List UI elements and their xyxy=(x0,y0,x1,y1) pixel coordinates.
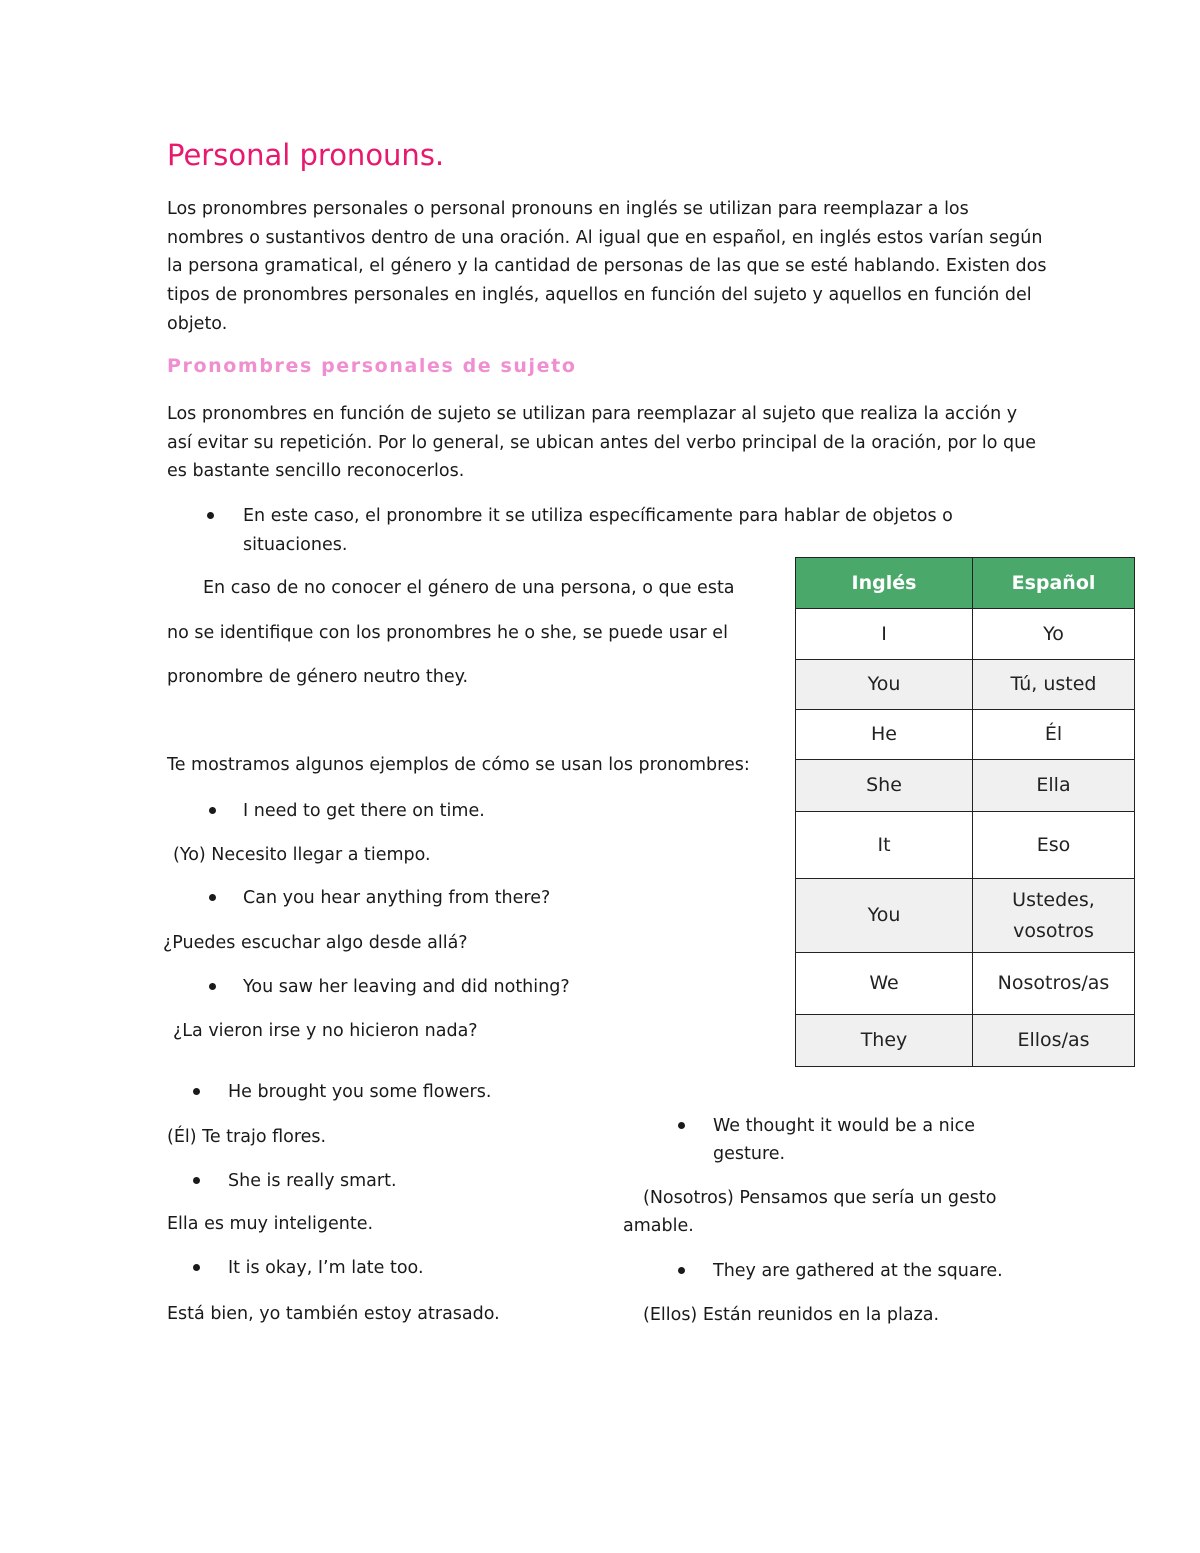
table-header-english: Inglés xyxy=(796,558,973,609)
example-spanish: ¿Puedes escuchar algo desde allá? xyxy=(163,933,468,953)
bullet-icon xyxy=(209,807,216,814)
intro-line: nombres o sustantivos dentro de una oración. Al igual que en español, en inglés estos varían según xyxy=(167,227,1043,248)
table-cell-english: I xyxy=(796,609,973,660)
table-row xyxy=(796,760,1135,812)
table-cell-english: You xyxy=(796,879,973,953)
example-english: You saw her leaving and did nothing? xyxy=(243,977,570,997)
table-cell-spanish: Ella xyxy=(973,760,1135,812)
intro-line: Los pronombres personales o personal pronouns en inglés se utilizan para reemplazar a los xyxy=(167,199,969,219)
example-english: We thought it would be a nice xyxy=(713,1116,975,1136)
examples-intro: Te mostramos algunos ejemplos de cómo se usan los pronombres: xyxy=(167,755,750,775)
table-cell-spanish: Él xyxy=(973,710,1135,760)
intro-line: la persona gramatical, el género y la cantidad de personas de las que se esté hablando. Existen dos xyxy=(167,256,1047,277)
page-title: Personal pronouns. xyxy=(167,138,445,172)
table-row xyxy=(796,710,1135,760)
table-cell-spanish: Tú, usted xyxy=(973,660,1135,710)
example-spanish: Está bien, yo también estoy atrasado. xyxy=(167,1304,500,1324)
neutral-note-line: En caso de no conocer el género de una persona, o que esta xyxy=(203,578,735,598)
bullet-icon xyxy=(207,512,214,519)
example-spanish: (Nosotros) Pensamos que sería un gesto xyxy=(643,1188,997,1208)
example-english: It is okay, I’m late too. xyxy=(228,1258,424,1278)
subject-line: así evitar su repetición. Por lo general, se ubican antes del verbo principal de la oración, por lo que xyxy=(167,432,1037,453)
table-cell-spanish: Ellos/as xyxy=(973,1015,1135,1067)
example-spanish: Ella es muy inteligente. xyxy=(167,1214,374,1234)
subject-line: es bastante sencillo reconocerlos. xyxy=(167,461,465,482)
it-note xyxy=(243,502,953,559)
example-english: She is really smart. xyxy=(228,1171,397,1191)
table-cell-english: He xyxy=(796,710,973,760)
table-cell-spanish: Eso xyxy=(973,812,1135,879)
example-spanish: (Ellos) Están reunidos en la plaza. xyxy=(643,1305,940,1325)
table-cell-english: You xyxy=(796,660,973,710)
example-spanish: (Yo) Necesito llegar a tiempo. xyxy=(173,845,431,865)
example-english: They are gathered at the square. xyxy=(713,1261,1003,1281)
bullet-icon xyxy=(209,894,216,901)
example-english: I need to get there on time. xyxy=(243,801,485,821)
table-cell-english: She xyxy=(796,760,973,812)
table-header-spanish: Español xyxy=(973,558,1135,609)
table-cell-english: It xyxy=(796,812,973,879)
bullet-icon xyxy=(193,1177,200,1184)
intro-paragraph xyxy=(167,195,1047,339)
bullet-icon xyxy=(193,1264,200,1271)
table-row xyxy=(796,660,1135,710)
table-row xyxy=(796,812,1135,879)
pronoun-table xyxy=(795,557,1135,1067)
example-spanish: (Él) Te trajo flores. xyxy=(167,1127,327,1147)
neutral-note-line: pronombre de género neutro they. xyxy=(167,667,469,687)
example-english: Can you hear anything from there? xyxy=(243,888,551,908)
bullet-icon xyxy=(193,1088,200,1095)
example-english: gesture. xyxy=(713,1144,786,1164)
subject-paragraph xyxy=(167,400,1047,486)
bullet-icon xyxy=(678,1267,685,1274)
subject-line: Los pronombres en función de sujeto se utilizan para reemplazar al sujeto que realiza la acción y xyxy=(167,404,1018,424)
table-header-row xyxy=(796,558,1135,609)
example-spanish: amable. xyxy=(623,1216,694,1236)
table-row xyxy=(796,609,1135,660)
bullet-icon xyxy=(678,1122,685,1129)
neutral-note-line: no se identifique con los pronombres he o she, se puede usar el xyxy=(167,623,728,643)
example-english: He brought you some flowers. xyxy=(228,1082,492,1102)
section-heading: Pronombres personales de sujeto xyxy=(167,355,577,377)
table-row xyxy=(796,953,1135,1015)
intro-line: tipos de pronombres personales en inglés, aquellos en función del sujeto y aquellos en función del xyxy=(167,285,1032,306)
intro-line: objeto. xyxy=(167,313,228,334)
it-note-line: En este caso, el pronombre it se utiliza específicamente para hablar de objetos o xyxy=(243,506,953,526)
table-cell-spanish: Ustedes, vosotros xyxy=(973,879,1135,953)
table-cell-spanish: Yo xyxy=(973,609,1135,660)
table-row xyxy=(796,1015,1135,1067)
table-row xyxy=(796,879,1135,953)
table-cell-english: We xyxy=(796,953,973,1015)
it-note-line: situaciones. xyxy=(243,534,348,555)
example-spanish: ¿La vieron irse y no hicieron nada? xyxy=(173,1021,478,1041)
table-cell-spanish: Nosotros/as xyxy=(973,953,1135,1015)
bullet-icon xyxy=(209,983,216,990)
table-cell-english: They xyxy=(796,1015,973,1067)
